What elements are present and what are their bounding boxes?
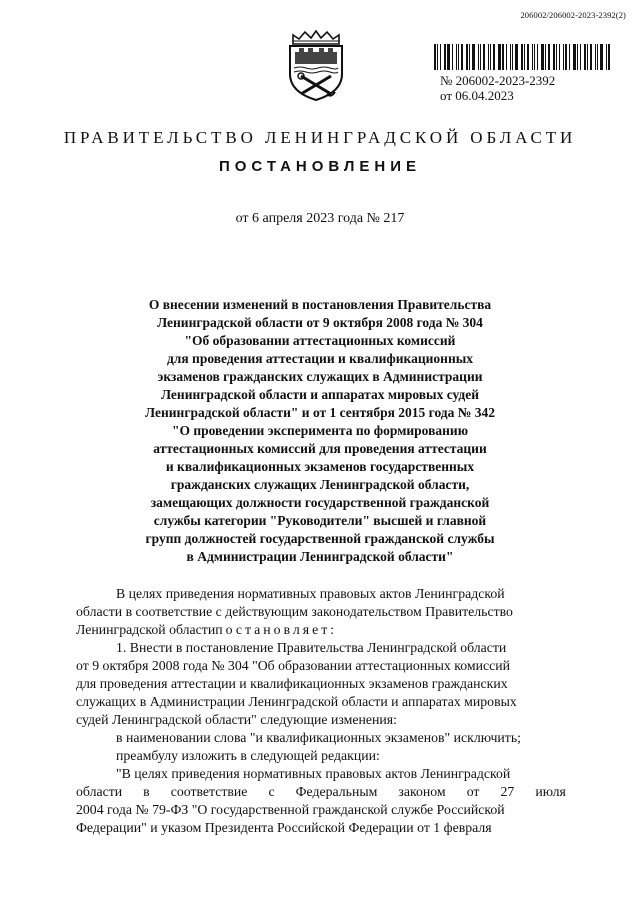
government-title: ПРАВИТЕЛЬСТВО ЛЕНИНГРАДСКОЙ ОБЛАСТИ xyxy=(63,128,577,147)
body-line: Федерации" и указом Президента Российской Федерации от 1 февраля xyxy=(76,820,492,835)
barcode-bar xyxy=(587,44,588,70)
barcode-bar xyxy=(590,44,592,70)
body-line: преамбулу изложить в следующей редакции: xyxy=(116,748,380,763)
barcode-bar xyxy=(480,44,481,70)
subject-line: Ленинградской области и аппаратах мировых судей xyxy=(160,387,480,402)
barcode-bar xyxy=(469,44,470,70)
barcode-bar xyxy=(472,44,475,70)
barcode-bar xyxy=(502,44,504,70)
word: в xyxy=(143,784,150,799)
body-line: судей Ленинградской области" следующие изменения: xyxy=(76,712,397,727)
document-code: 206002/206002-2023-2392(2) xyxy=(520,10,626,20)
body-line: "В целях приведения нормативных правовых актов Ленинградской xyxy=(116,766,511,781)
barcode-bar xyxy=(478,44,479,70)
subject-line: "О проведении эксперимента по формированию xyxy=(171,423,469,438)
word: июля xyxy=(535,784,566,799)
subject-line: в Администрации Ленинградской области" xyxy=(186,549,454,564)
subject-line: Ленинградской области" и от 1 сентября 2015 года № 342 xyxy=(145,405,495,420)
barcode-bar xyxy=(440,44,441,70)
barcode-bar xyxy=(510,44,511,70)
decree-body xyxy=(76,585,566,837)
barcode-bar xyxy=(606,44,607,70)
subject-line: гражданских служащих Ленинградской области, xyxy=(170,477,470,492)
barcode-bar xyxy=(584,44,586,70)
barcode-bar xyxy=(488,44,489,70)
barcode-bar xyxy=(524,44,525,70)
body-text: Ленинградской области xyxy=(76,622,216,637)
barcode-bar xyxy=(512,44,513,70)
barcode-bar xyxy=(437,44,438,70)
body-line: служащих в Администрации Ленинградской области и аппаратах мировых xyxy=(76,694,517,709)
subject-line: О внесении изменений в постановления Правительства xyxy=(148,297,492,312)
barcode-bar xyxy=(466,44,468,70)
barcode-bar xyxy=(444,44,446,70)
registration-block xyxy=(440,73,555,103)
barcode-bar xyxy=(447,44,450,70)
barcode-bar xyxy=(597,44,598,70)
decree-date: от 6 апреля 2023 года № 217 xyxy=(235,211,405,226)
body-line: для проведения аттестации и квалификационных экзаменов гражданских xyxy=(76,676,508,691)
barcode-bar xyxy=(458,44,459,70)
barcode-bar xyxy=(580,44,581,70)
barcode-bar xyxy=(556,44,557,70)
barcode-bar xyxy=(461,44,463,70)
body-line: области в соответствие с действующим законодательством Правительство xyxy=(76,604,513,619)
registration-date: от 06.04.2023 xyxy=(440,88,514,103)
barcode-bar xyxy=(452,44,453,70)
body-line: в наименовании слова "и квалификационных экзаменов" исключить; xyxy=(116,730,521,745)
barcode-bar xyxy=(553,44,555,70)
barcode-bar xyxy=(506,44,507,70)
barcode-bar xyxy=(456,44,457,70)
barcode-bar xyxy=(573,44,576,70)
subject-line: для проведения аттестации и квалификационных xyxy=(166,351,474,366)
barcode-bar xyxy=(563,44,564,70)
barcode-bar xyxy=(577,44,578,70)
barcode-bar xyxy=(569,44,570,70)
barcode-bar xyxy=(541,44,544,70)
body-line-justified xyxy=(76,783,566,801)
body-line: 2004 года № 79-ФЗ "О государственной гражданской службе Российской xyxy=(76,802,505,817)
coat-of-arms-icon xyxy=(285,30,347,102)
decree-subject xyxy=(100,296,540,566)
barcode-bar xyxy=(493,44,495,70)
subject-line: аттестационных комиссий для проведения аттестации xyxy=(153,441,487,456)
barcode-image xyxy=(434,44,612,70)
subject-line: Ленинградской области от 9 октября 2008 года № 304 xyxy=(157,315,483,330)
word: Федеральным xyxy=(295,784,378,799)
subject-line: экзаменов гражданских служащих в Администрации xyxy=(157,369,483,384)
body-line xyxy=(76,621,566,639)
barcode-bar xyxy=(527,44,529,70)
barcode-bar xyxy=(434,44,436,70)
word: законом xyxy=(398,784,446,799)
barcode-bar xyxy=(534,44,535,70)
resolution-keyword: постановляет: xyxy=(215,622,338,637)
barcode-bar xyxy=(559,44,560,70)
barcode-bar xyxy=(521,44,523,70)
subject-line: и квалификационных экзаменов государственных xyxy=(165,459,475,474)
barcode-bar xyxy=(565,44,567,70)
word: с xyxy=(268,784,275,799)
word: 27 xyxy=(500,784,515,799)
barcode-bar xyxy=(608,44,610,70)
subject-line: службы категории "Руководители" высшей и главной xyxy=(153,513,487,528)
decree-title: ПОСТАНОВЛЕНИЕ xyxy=(218,158,422,175)
barcode-bar xyxy=(515,44,518,70)
barcode-bar xyxy=(483,44,485,70)
body-line: 1. Внести в постановление Правительства Ленинградской области xyxy=(116,640,507,655)
body-line: от 9 октября 2008 года № 304 "Об образовании аттестационных комиссий xyxy=(76,658,510,673)
barcode-bar xyxy=(545,44,546,70)
barcode-bar xyxy=(600,44,603,70)
barcode-bar xyxy=(498,44,501,70)
registration-number: № 206002-2023-2392 xyxy=(440,73,556,88)
barcode-bar xyxy=(532,44,533,70)
word: соответствие xyxy=(170,784,248,799)
barcode-bar xyxy=(537,44,538,70)
subject-line: замещающих должности государственной гражданской xyxy=(150,495,490,510)
body-line: В целях приведения нормативных правовых актов Ленинградской xyxy=(116,586,505,601)
barcode-bar xyxy=(548,44,550,70)
subject-line: "Об образовании аттестационных комиссий xyxy=(184,333,456,348)
barcode-bar xyxy=(595,44,596,70)
word: от xyxy=(466,784,480,799)
word: области xyxy=(76,784,123,799)
subject-line: групп должностей государственной гражданской службы xyxy=(145,531,495,546)
barcode-bar xyxy=(490,44,491,70)
